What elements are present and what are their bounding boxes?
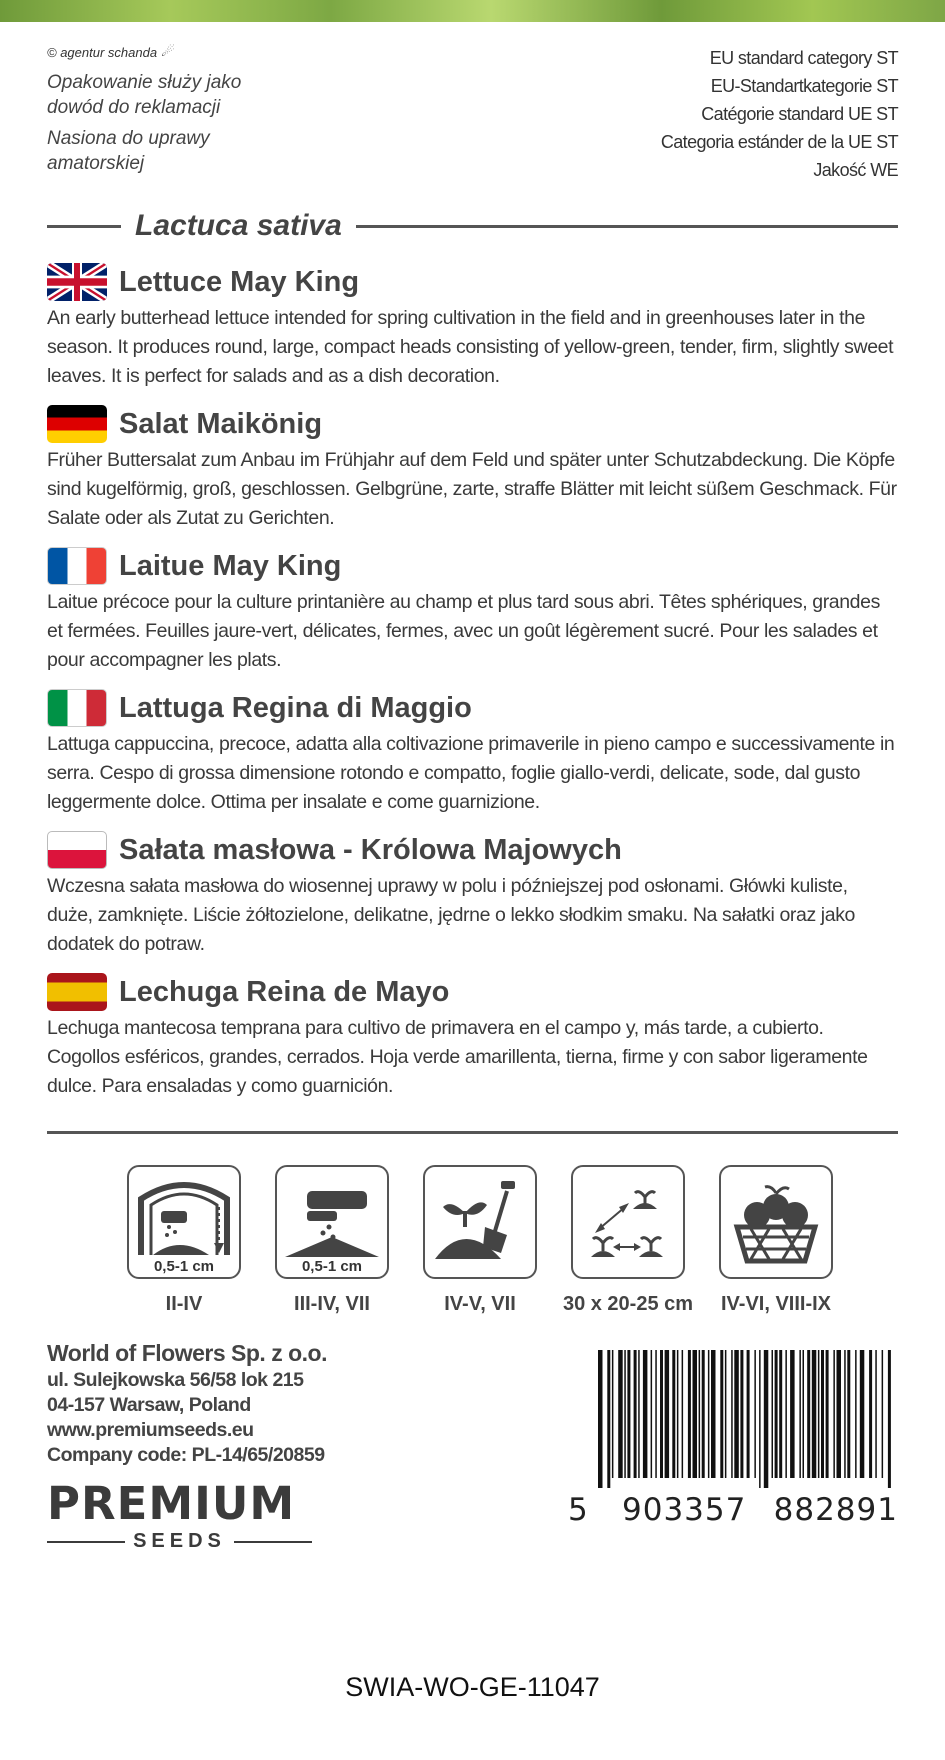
barcode-bar bbox=[818, 1350, 820, 1478]
amateur-note bbox=[47, 126, 377, 176]
barcode-bar bbox=[634, 1350, 637, 1478]
barcode-bar bbox=[682, 1350, 684, 1478]
barcode-bar bbox=[665, 1350, 670, 1478]
section-title: Lechuga Reina de Mayo bbox=[119, 975, 450, 1008]
barcode-group-1: 903357 bbox=[622, 1492, 747, 1528]
barcode-bar bbox=[638, 1350, 640, 1478]
latin-name-row bbox=[47, 206, 898, 246]
barcode-bar bbox=[740, 1350, 743, 1478]
spacing-icon bbox=[571, 1165, 685, 1279]
barcode-bar bbox=[688, 1350, 691, 1478]
barcode-group-2: 882891 bbox=[773, 1492, 898, 1528]
lettuce-photo-strip bbox=[0, 0, 945, 22]
barcode-bar bbox=[672, 1350, 675, 1478]
company-city: 04-157 Warsaw, Poland bbox=[47, 1394, 251, 1416]
section-italian bbox=[47, 688, 898, 830]
icon-spacing bbox=[564, 1165, 692, 1316]
france-flag-icon bbox=[47, 547, 107, 585]
section-polish bbox=[47, 830, 898, 972]
barcode-lead-digit: 5 bbox=[568, 1492, 589, 1528]
section-title: Lettuce May King bbox=[119, 265, 360, 298]
field-sowing-icon bbox=[275, 1165, 389, 1279]
eu-line-de: EU-Standartkategorie ST bbox=[710, 76, 898, 96]
barcode-bar bbox=[660, 1350, 663, 1478]
section-description: Früher Buttersalat zum Anbau im Frühjahr auf dem Feld und später unter Schutzabdeckung. Die Köpfe sind kugelförmig, groß, geschlossen. Gelbgrüne, zarte, straffe Blätter mit leicht süßem Geschmack. Für Salate oder als Zutat zu Gerichten. bbox=[47, 449, 897, 529]
barcode-bar bbox=[772, 1350, 774, 1478]
section-english bbox=[47, 262, 898, 404]
poland-flag-icon bbox=[47, 831, 107, 869]
barcode-bar bbox=[779, 1350, 782, 1478]
barcode-bar bbox=[807, 1350, 810, 1478]
uk-flag-icon bbox=[47, 263, 107, 301]
header-left bbox=[47, 44, 377, 182]
sowing-depth: 0,5-1 cm bbox=[153, 1258, 215, 1275]
barcode-bar bbox=[764, 1350, 769, 1488]
section-french bbox=[47, 546, 898, 688]
schanda-logo-icon: ☄ bbox=[161, 44, 173, 59]
complaint-note bbox=[47, 70, 377, 120]
company-street: ul. Sulejkowska 56/58 lok 215 bbox=[47, 1369, 304, 1391]
company-info bbox=[47, 1338, 327, 1468]
copyright bbox=[47, 44, 377, 60]
barcode-bar bbox=[888, 1350, 891, 1488]
barcode-bar bbox=[598, 1350, 603, 1488]
barcode-bar bbox=[624, 1350, 626, 1478]
harvest-period: IV-VI, VIII-IX bbox=[720, 1293, 832, 1315]
barcode-bar bbox=[803, 1350, 805, 1478]
premium-seeds-logo bbox=[47, 1477, 312, 1553]
latin-name: Lactuca sativa bbox=[135, 209, 342, 242]
greenhouse-sowing-icon bbox=[127, 1165, 241, 1279]
barcode-bar bbox=[785, 1350, 787, 1478]
barcode-bar bbox=[799, 1350, 801, 1478]
section-description: Lechuga mantecosa temprana para cultivo de primavera en el campo y, más tarde, a cubierto. Cogollos esféricos, grandes, cerrados. Hoja verde amarillenta, tierna, firme y con sabor ligeramente dulce. Para ensaladas y como guarnición. bbox=[47, 1017, 868, 1097]
sku-code: SWIA-WO-GE-11047 bbox=[345, 1672, 600, 1702]
barcode-bar bbox=[869, 1350, 872, 1478]
barcode-bar bbox=[844, 1350, 846, 1478]
planting-icon bbox=[423, 1165, 537, 1279]
harvest-basket-icon bbox=[719, 1165, 833, 1279]
eu-line-en: EU standard category ST bbox=[709, 48, 898, 68]
barcode-bar bbox=[821, 1350, 824, 1478]
brand-main: PREMIUM bbox=[47, 1477, 296, 1530]
section-title: Salat Maikönig bbox=[119, 407, 323, 440]
divider bbox=[47, 225, 121, 228]
barcode-bar bbox=[875, 1350, 877, 1478]
barcode-bar bbox=[677, 1350, 679, 1478]
complaint-note-line-2: dowód do reklamacji bbox=[47, 97, 221, 118]
barcode-bar bbox=[882, 1350, 884, 1478]
complaint-note-line-1: Opakowanie służy jako bbox=[47, 72, 242, 93]
icon-field-sowing bbox=[268, 1165, 396, 1316]
barcode-bar bbox=[775, 1350, 778, 1478]
italy-flag-icon bbox=[47, 689, 107, 727]
section-german bbox=[47, 404, 898, 546]
sowing-period: III-IV, VII bbox=[294, 1293, 370, 1315]
icon-greenhouse-sowing bbox=[120, 1165, 248, 1316]
icon-harvest bbox=[712, 1165, 840, 1316]
planting-period: IV-V, VII bbox=[444, 1293, 516, 1315]
divider bbox=[47, 1131, 898, 1134]
company-name: World of Flowers Sp. z o.o. bbox=[47, 1340, 327, 1366]
barcode-bar bbox=[855, 1350, 857, 1478]
section-description: Lattuga cappuccina, precoce, adatta alla coltivazione primaverile in pieno campo e successivamente in serra. Cespo di grossa dimensione rotondo e compatto, foglie giallo-verdi, delicate, sode, dal gusto leggermente dolce. Ottima per insalate e come guarnizione. bbox=[47, 733, 895, 813]
divider bbox=[356, 225, 898, 228]
copyright-text: © agentur schanda bbox=[47, 44, 158, 60]
barcode-bar bbox=[790, 1350, 795, 1478]
company-code: Company code: PL-14/65/20859 bbox=[47, 1444, 325, 1466]
sowing-period: II-IV bbox=[165, 1293, 203, 1315]
barcode-bar bbox=[693, 1350, 698, 1478]
spain-flag-icon bbox=[47, 973, 107, 1011]
brand-sub bbox=[47, 1530, 312, 1553]
barcode-bar bbox=[860, 1350, 865, 1478]
barcode-bar bbox=[702, 1350, 705, 1478]
icon-planting bbox=[416, 1165, 544, 1316]
section-title: Sałata masłowa - Królowa Majowych bbox=[119, 833, 622, 866]
barcode-bar bbox=[833, 1350, 835, 1478]
amateur-note-line-1: Nasiona do uprawy bbox=[47, 128, 210, 149]
section-description: An early butterhead lettuce intended for spring cultivation in the field and in greenhouses later in the season. It produces round, large, compact heads consisting of yellow-green, tender, firm, slightly sweet leaves. It is perfect for salads and as a dish decoration. bbox=[47, 307, 894, 387]
section-title: Laitue May King bbox=[119, 549, 342, 582]
amateur-note-line-2: amatorskiej bbox=[47, 153, 145, 174]
barcode-bar bbox=[731, 1350, 733, 1478]
barcode-bar bbox=[711, 1350, 716, 1478]
barcode-bar bbox=[618, 1350, 623, 1478]
barcode-bar bbox=[826, 1350, 829, 1478]
eu-line-es: Categoria estánder de la UE ST bbox=[660, 132, 898, 152]
barcode-bar bbox=[734, 1350, 739, 1478]
barcode-bar bbox=[720, 1350, 723, 1478]
barcode-bar bbox=[651, 1350, 653, 1478]
barcode-bar bbox=[627, 1350, 630, 1478]
eu-line-fr: Catégorie standard UE ST bbox=[701, 104, 898, 124]
section-spanish bbox=[47, 972, 898, 1114]
barcode-bar bbox=[655, 1350, 657, 1478]
brand-sub-text: SEEDS bbox=[133, 1530, 226, 1552]
germany-flag-icon bbox=[47, 405, 107, 443]
barcode-bar bbox=[754, 1350, 756, 1478]
section-description: Laitue précoce pour la culture printanière au champ et plus tard sous abri. Têtes sphériques, grandes et fermées. Feuilles jaure-vert, délicates, fermes, avec un goût légèrement sucré. Pour les salades et pour accompagner les plats. bbox=[47, 591, 880, 671]
barcode-bar bbox=[699, 1350, 701, 1478]
sowing-depth: 0,5-1 cm bbox=[301, 1258, 363, 1275]
barcode-icon bbox=[596, 1350, 896, 1488]
barcode-bar bbox=[607, 1350, 610, 1488]
barcode-bar bbox=[847, 1350, 850, 1478]
section-title: Lattuga Regina di Maggio bbox=[119, 691, 472, 724]
barcode-bar bbox=[837, 1350, 842, 1478]
language-sections bbox=[47, 262, 898, 1114]
company-website[interactable]: www.premiumseeds.eu bbox=[47, 1419, 254, 1441]
section-description: Wczesna sałata masłowa do wiosennej uprawy w polu i późniejszej pod osłonami. Główki kuliste, duże, zamknięte. Liście żółtozielone, delikatne, jędrne o lekko słodkim smaku. Na sałatki oraz jako dodatek do potraw. bbox=[47, 875, 855, 955]
barcode-bar bbox=[812, 1350, 817, 1478]
barcode-bar bbox=[612, 1350, 614, 1478]
barcode-bar bbox=[747, 1350, 750, 1478]
eu-standard-block bbox=[661, 44, 898, 184]
barcode-bar bbox=[708, 1350, 710, 1478]
eu-line-pl: Jakość WE bbox=[813, 160, 898, 180]
spacing-value: 30 x 20-25 cm bbox=[562, 1293, 694, 1315]
barcode-bar bbox=[725, 1350, 727, 1478]
barcode-number bbox=[568, 1492, 898, 1528]
cultivation-icons bbox=[120, 1165, 840, 1316]
barcode-bar bbox=[759, 1350, 761, 1488]
barcode-bar bbox=[643, 1350, 648, 1478]
